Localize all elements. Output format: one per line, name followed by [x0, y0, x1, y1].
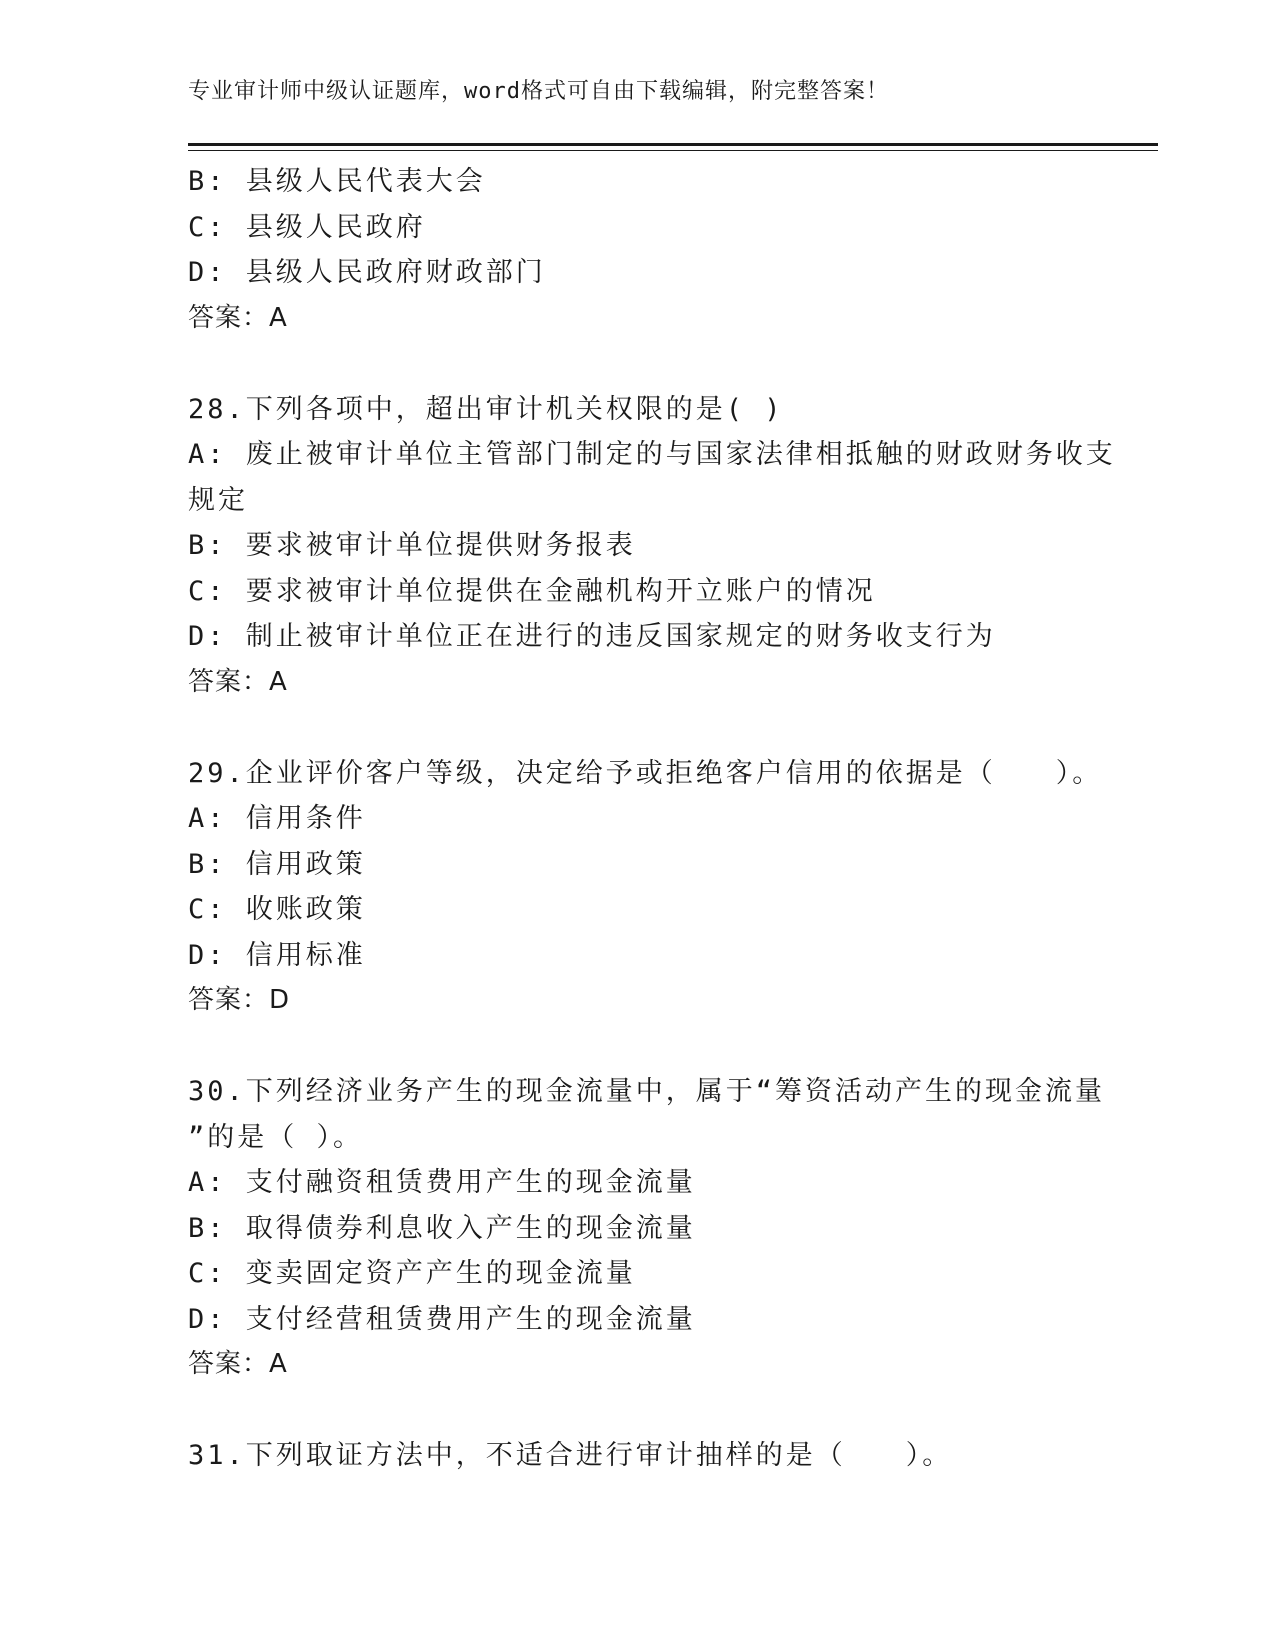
question-list — [188, 159, 1116, 1479]
option-line: C: 要求被审计单位提供在金融机构开立账户的情况 — [188, 575, 876, 607]
option-line: 规定 — [188, 484, 248, 516]
option-line: D: 县级人民政府财政部门 — [188, 257, 546, 288]
answer-line: 答案：A — [188, 666, 288, 697]
block-spacer — [188, 341, 1088, 387]
question-block-27 — [188, 159, 1088, 341]
option-line: C: 收账政策 — [188, 894, 366, 925]
block-spacer — [188, 1388, 1088, 1434]
header-rule-thin — [188, 150, 1158, 151]
option-line: D: 信用标准 — [188, 939, 366, 971]
question-block-31 — [188, 1433, 1088, 1479]
question-block-29 — [188, 751, 1103, 1024]
answer-line: 答案：A — [188, 1349, 288, 1379]
option-line: B: 信用政策 — [188, 848, 366, 880]
question-stem: ”的是（ ）。 — [188, 1121, 364, 1153]
question-block-30 — [188, 1069, 1106, 1388]
header-rule-thick — [188, 143, 1158, 146]
option-line: B: 取得债券利息收入产生的现金流量 — [188, 1212, 696, 1244]
block-spacer — [188, 705, 1088, 751]
question-stem: 31.下列取证方法中，不适合进行审计抽样的是（ ）。 — [188, 1440, 953, 1471]
question-stem: 28.下列各项中，超出审计机关权限的是( ) — [188, 393, 784, 425]
option-line: C: 变卖固定资产产生的现金流量 — [188, 1258, 636, 1289]
question-stem: 29.企业评价客户等级，决定给予或拒绝客户信用的依据是（ ）。 — [188, 757, 1103, 789]
answer-line: 答案：A — [188, 302, 288, 333]
option-line: B: 县级人民代表大会 — [188, 166, 486, 197]
option-line: D: 制止被审计单位正在进行的违反国家规定的财务收支行为 — [188, 621, 996, 652]
option-line: D: 支付经营租赁费用产生的现金流量 — [188, 1303, 696, 1335]
block-spacer — [188, 1024, 1088, 1070]
option-line: A: 信用条件 — [188, 803, 366, 834]
option-line: A: 支付融资租赁费用产生的现金流量 — [188, 1167, 696, 1198]
option-line: A: 废止被审计单位主管部门制定的与国家法律相抵触的财政财务收支 — [188, 439, 1116, 470]
option-line: B: 要求被审计单位提供财务报表 — [188, 530, 636, 561]
answer-line: 答案：D — [188, 985, 291, 1015]
option-line: C: 县级人民政府 — [188, 211, 426, 243]
question-block-28 — [188, 387, 1116, 706]
question-stem: 30.下列经济业务产生的现金流量中，属于“筹资活动产生的现金流量 — [188, 1076, 1106, 1107]
page-header: 专业审计师中级认证题库，word格式可自由下载编辑，附完整答案！ — [188, 79, 889, 104]
